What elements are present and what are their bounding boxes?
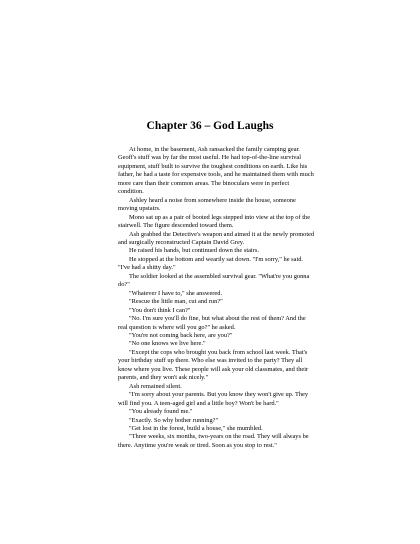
paragraph: "Except the cops who brought you back from school last week. That's your birthday stuff up there. Who else was invited to the party? They all know where you live. These people will ask your old classmates, and their parents, and they won't ask nicely." [118, 348, 309, 382]
paragraph: He raised his hands, but continued down the stairs. [129, 247, 259, 255]
paragraph: Ash grabbed the Detective's weapon and aimed it at the newly promoted and surgically reconstructed Captain David Grey. [118, 230, 315, 246]
paragraph: He stopped at the bottom and wearily sat down. "I'm sorry," he said. "I've had a shitty day." [118, 255, 304, 272]
paragraph: The soldier looked at the assembled survival gear. "What're you gonna do?" [118, 272, 310, 289]
paragraph: "You already found me." [129, 408, 193, 416]
chapter-body [118, 146, 315, 450]
paragraph: "Exactly. So why bother running?" [129, 416, 219, 424]
paragraph: "You don't think I can?" [129, 306, 191, 314]
paragraph: "No. I'm sure you'll do fine, but what about the rest of them? And the real question is where will you go?" he asked. [118, 315, 306, 331]
paragraph: "Whatever I have to," she answered. [129, 289, 223, 297]
paragraph: "Rescue the little man, cut and run?" [129, 298, 223, 306]
paragraph: "Three weeks, six months, two-years on the road. They will always be there. Anytime you're weak or tired. Soon as you stop to rest." [118, 433, 309, 449]
paragraph: Ashley heard a noise from somewhere inside the house, someone moving upstairs. [118, 196, 296, 213]
chapter-title: Chapter 36 – God Laughs [146, 120, 274, 132]
paragraph: "I'm sorry about your parents. But you know they won't give up. They will find you. A teen-aged girl and a little boy? Won't be hard." [118, 391, 309, 407]
paragraph: Ash remained silent. [129, 382, 182, 390]
paragraph: At home, in the basement, Ash ransacked the family camping gear. Geoff's stuff was by far the most useful. He had top-of-the-line survival equipment, stuff built to survive the toughest conditions on earth. Like his father, he had a taste for expensive tools, and he maintained them with much more care than their common areas. The binoculars were in perfect condition. [118, 146, 314, 196]
paragraph: Mono sat up as a pair of booted legs stepped into view at the top of the stairwell. The figure descended toward them. [118, 213, 311, 230]
paragraph: "Get lost in the forest, build a house," she mumbled. [129, 424, 263, 432]
paragraph: "You're not coming back here, are you?" [129, 331, 233, 339]
paragraph: "No one knows we live here." [129, 340, 206, 348]
